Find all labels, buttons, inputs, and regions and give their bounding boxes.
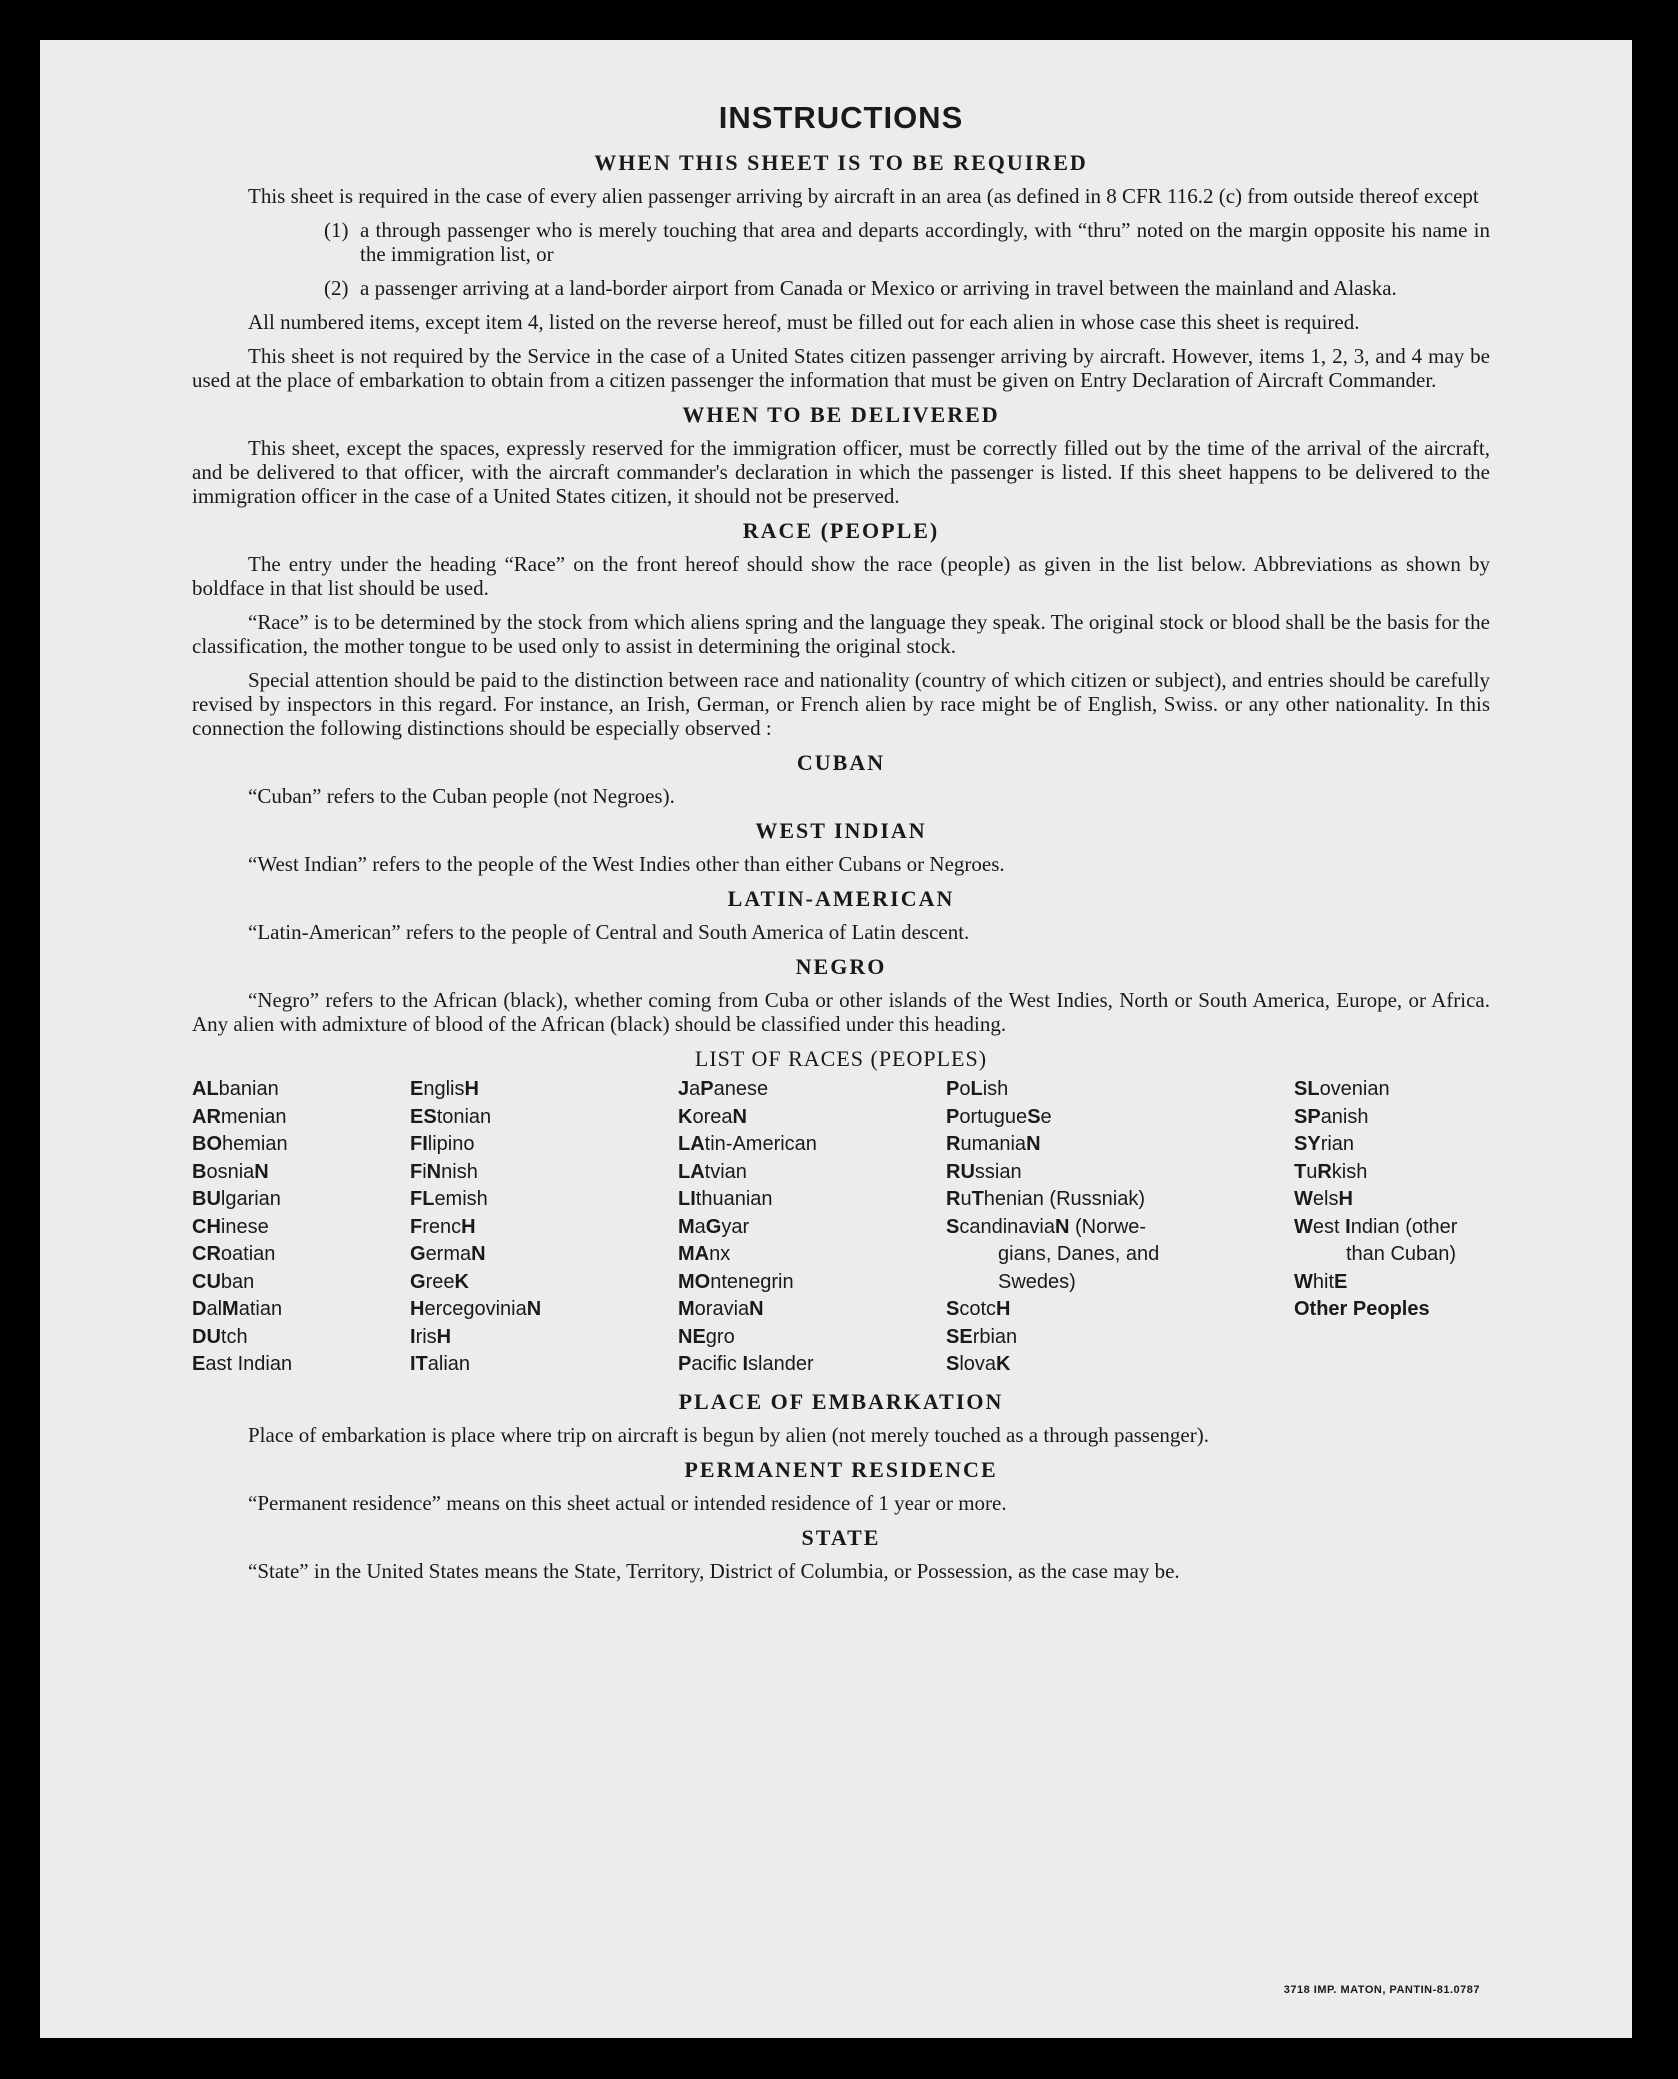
- race-entry: [946, 1186, 1294, 1214]
- race-name: [946, 1161, 1022, 1183]
- race-name-part: henian (Russniak): [983, 1188, 1145, 1210]
- race-abbreviation: M: [678, 1298, 695, 1320]
- printer-imprint: 3718 IMP. MATON, PANTIN-81.0787: [1283, 1984, 1480, 1996]
- race-abbreviation: DU: [192, 1325, 221, 1348]
- race-name-part: i: [422, 1160, 427, 1183]
- race-abbreviation: BU: [192, 1188, 221, 1210]
- race-entry: [192, 1269, 410, 1297]
- race-name-continued: Swedes): [998, 1270, 1076, 1293]
- race-name: [946, 1133, 1041, 1155]
- race-abbreviation: NE: [678, 1325, 706, 1348]
- race-entry: [192, 1214, 410, 1242]
- race-abbreviation: E: [410, 1078, 424, 1100]
- race-abbreviation: H: [996, 1298, 1011, 1320]
- race-name-part: lipino: [427, 1133, 475, 1155]
- race-entry: [410, 1186, 678, 1214]
- race-name: [1294, 1133, 1354, 1155]
- race-abbreviation: S: [946, 1215, 960, 1238]
- race-name: [192, 1271, 254, 1293]
- race-name-part: orea: [692, 1105, 733, 1128]
- race-entry: [678, 1104, 946, 1132]
- race-name: [192, 1106, 287, 1128]
- race-name: [1294, 1078, 1390, 1100]
- race-name: [192, 1243, 275, 1265]
- race-name: [678, 1106, 747, 1128]
- race-name: [678, 1161, 747, 1183]
- race-entry: [946, 1351, 1294, 1379]
- race-entry: [410, 1159, 678, 1187]
- races-list: [192, 1076, 1490, 1379]
- race-abbreviation: T: [971, 1188, 984, 1210]
- race-name: [678, 1243, 730, 1265]
- race-name: [946, 1353, 1011, 1375]
- race-name: [946, 1106, 1052, 1128]
- race-name-part: emish: [434, 1188, 488, 1210]
- race-name-part: al: [206, 1298, 223, 1320]
- race-abbreviation: W: [1294, 1270, 1313, 1293]
- race-name: [678, 1353, 814, 1375]
- race-abbreviation: I: [410, 1325, 416, 1348]
- race-name-part: ovenian: [1319, 1078, 1390, 1100]
- race-abbreviation: S: [946, 1353, 960, 1375]
- race-entry: [678, 1241, 946, 1269]
- race-abbreviation: SY: [1294, 1133, 1321, 1155]
- race-abbreviation: G: [410, 1270, 426, 1293]
- race-name-part: ree: [425, 1270, 455, 1293]
- race-abbreviation: CH: [192, 1215, 221, 1238]
- race-name: [1294, 1271, 1347, 1293]
- heading-negro: NEGRO: [795, 954, 887, 979]
- race-name: [946, 1216, 1146, 1238]
- race-name-part: kish: [1331, 1160, 1368, 1183]
- race-name-part: u: [960, 1188, 972, 1210]
- race-name-part: menian: [220, 1105, 287, 1128]
- race-name: [946, 1078, 1008, 1100]
- race-entry: [946, 1214, 1294, 1297]
- race-name-part: o: [959, 1078, 971, 1100]
- race-abbreviation: FL: [410, 1188, 435, 1210]
- race-name-part: ris: [415, 1325, 437, 1348]
- race-abbreviation: P: [678, 1353, 692, 1375]
- race-name-part: nglis: [423, 1078, 465, 1100]
- race-name-continued: than Cuban): [1346, 1243, 1457, 1265]
- exception-number-2: (2): [324, 276, 349, 300]
- race-abbreviation: H: [436, 1325, 452, 1348]
- heading-when-required: WHEN THIS SHEET IS TO BE REQUIRED: [594, 150, 1088, 175]
- race-abbreviation: I: [742, 1353, 749, 1375]
- race-entry: [946, 1131, 1294, 1159]
- race-name: [678, 1216, 749, 1238]
- heading-state: STATE: [801, 1524, 881, 1550]
- race-name-part: hemian: [222, 1133, 288, 1155]
- race-abbreviation: B: [192, 1160, 207, 1183]
- race-entry: [946, 1076, 1294, 1104]
- race-name-part: ntenegrin: [710, 1270, 794, 1293]
- race-name-part: a: [689, 1078, 701, 1100]
- race-name-part: lgarian: [220, 1188, 281, 1210]
- exception-number-1: (1): [324, 218, 349, 242]
- paragraph-permanent-residence: “Permanent residence” means on this sheet actual or intended residence of 1 year or more.: [248, 1490, 1007, 1515]
- race-name-part: anese: [713, 1078, 769, 1100]
- race-name-part: est: [1312, 1215, 1346, 1238]
- race-name-part: umania: [960, 1133, 1027, 1155]
- race-entry: [410, 1241, 678, 1269]
- race-abbreviation: N: [1054, 1215, 1070, 1238]
- races-column: [410, 1076, 678, 1379]
- race-name: [410, 1133, 474, 1155]
- race-entry: [192, 1351, 410, 1379]
- race-entry: [192, 1241, 410, 1269]
- race-name: [410, 1106, 491, 1128]
- race-entry: [1294, 1159, 1534, 1187]
- race-entry: [678, 1324, 946, 1352]
- heading-race: RACE (PEOPLE): [742, 518, 940, 543]
- race-entry: [410, 1214, 678, 1242]
- race-entry: [946, 1159, 1294, 1187]
- race-entry: [1294, 1076, 1534, 1104]
- race-name-part: erma: [425, 1243, 472, 1265]
- races-column: [946, 1076, 1294, 1379]
- race-abbreviation: BO: [192, 1133, 222, 1155]
- race-name-part: ercegovinia: [424, 1298, 527, 1320]
- race-name-part: els: [1312, 1188, 1339, 1210]
- race-abbreviation: M: [222, 1298, 239, 1320]
- race-name: [410, 1298, 541, 1320]
- heading-when-delivered: WHEN TO BE DELIVERED: [682, 402, 1000, 427]
- race-abbreviation: R: [946, 1188, 961, 1210]
- race-entry: [192, 1296, 410, 1324]
- race-name-part: nx: [709, 1243, 731, 1265]
- race-name: [410, 1353, 470, 1375]
- race-abbreviation: LA: [678, 1133, 705, 1155]
- paragraph-delivery: This sheet, except the spaces, expressly reserved for the immigration officer, must be correctly filled out by the time of the arrival of the aircraft, and be delivered to that officer, with the aircraft commander's declaration in which the passenger is listed. If this sheet happens to be delivered to the immigration officer in the case of a United States citizen, it should not be preserved.: [192, 436, 1490, 508]
- race-name-part: nish: [441, 1160, 478, 1183]
- race-name-part: acific: [691, 1353, 743, 1375]
- race-abbreviation: L: [970, 1078, 983, 1100]
- race-abbreviation: F: [410, 1215, 423, 1238]
- race-abbreviation: P: [700, 1078, 714, 1100]
- race-name: [678, 1271, 794, 1293]
- race-entry: [678, 1076, 946, 1104]
- race-entry: [678, 1186, 946, 1214]
- race-name: [192, 1078, 279, 1100]
- race-entry: [410, 1351, 678, 1379]
- race-abbreviation: F: [410, 1160, 423, 1183]
- race-name-continued: gians, Danes, and: [998, 1243, 1160, 1265]
- paragraph-race-nationality: Special attention should be paid to the distinction between race and nationality (country of which citizen or subject), and entries should be carefully revised by inspectors in this regard. For instance, an Irish, German, or French alien by race might be of English, Swiss. or any other nationality. In this connection the following distinctions should be especially observed :: [192, 668, 1490, 740]
- race-entry: [410, 1104, 678, 1132]
- race-name: [410, 1188, 488, 1210]
- race-entry: [410, 1324, 678, 1352]
- race-abbreviation: LA: [678, 1160, 705, 1183]
- race-entry: [678, 1296, 946, 1324]
- race-abbreviation: D: [192, 1298, 207, 1320]
- race-abbreviation: MO: [678, 1270, 711, 1293]
- paragraph-race-entry: The entry under the heading “Race” on the front hereof should show the race (people) as given in the list below. Abbreviations as shown by boldface in that list should be used.: [192, 552, 1490, 600]
- race-abbreviation: AL: [192, 1078, 219, 1100]
- race-entry: [192, 1076, 410, 1104]
- paragraph-cuban: “Cuban” refers to the Cuban people (not Negroes).: [248, 784, 675, 808]
- heading-list-of-races: LIST OF RACES (PEOPLES): [694, 1046, 988, 1071]
- races-column: [678, 1076, 946, 1379]
- race-name-part: alian: [427, 1353, 471, 1375]
- race-name-part: ndian (other: [1350, 1215, 1458, 1238]
- race-abbreviation: ES: [410, 1105, 437, 1128]
- race-abbreviation: S: [946, 1298, 960, 1320]
- race-entry: [946, 1104, 1294, 1132]
- race-name: [946, 1188, 1145, 1210]
- paragraph-numbered-items: All numbered items, except item 4, listed on the reverse hereof, must be filled out for each alien in whose case this sheet is required.: [248, 310, 1360, 334]
- race-abbreviation: N: [749, 1298, 764, 1320]
- race-abbreviation: SP: [1294, 1105, 1321, 1128]
- exception-item-2: [192, 276, 1490, 300]
- paragraph-latin-american: “Latin-American” refers to the people of Central and South America of Latin descent.: [248, 920, 970, 944]
- race-name: [410, 1216, 476, 1238]
- race-entry: [678, 1131, 946, 1159]
- race-name-part: ish: [982, 1078, 1009, 1100]
- race-name-part: tin-American: [704, 1133, 817, 1155]
- paragraph-embarkation: Place of embarkation is place where trip on aircraft is begun by alien (not merely touched as a through passenger).: [248, 1422, 1209, 1447]
- race-name-part: oatian: [220, 1243, 276, 1265]
- paragraph-required-intro: This sheet is required in the case of every alien passenger arriving by aircraft in an area (as defined in 8 CFR 116.2 (c) from outside thereof except: [248, 184, 1479, 208]
- exception-text-1: a through passenger who is merely touching that area and departs accordingly, with “thru” noted on the margin opposite his name in the immigration list, or: [360, 218, 1490, 266]
- race-name: [192, 1161, 269, 1183]
- race-abbreviation: I: [1345, 1215, 1351, 1238]
- exception-item-1: [192, 218, 1490, 266]
- heading-permanent-residence: PERMANENT RESIDENCE: [684, 1456, 998, 1482]
- race-abbreviation: LI: [678, 1188, 696, 1210]
- race-abbreviation: S: [1027, 1105, 1041, 1128]
- race-abbreviation: Other Peoples: [1294, 1298, 1430, 1320]
- race-name: [1294, 1188, 1353, 1210]
- heading-west-indian: WEST INDIAN: [755, 818, 927, 843]
- race-abbreviation: N: [526, 1298, 542, 1320]
- race-abbreviation: R: [1317, 1160, 1332, 1183]
- race-name-part: ban: [220, 1270, 255, 1293]
- race-name-part: anish: [1320, 1105, 1369, 1128]
- race-name-part: thuanian: [695, 1188, 773, 1210]
- paragraph-negro: “Negro” refers to the African (black), whether coming from Cuba or other islands of the West Indies, North or South America, Europe, or Africa. Any alien with admixture of blood of the African (black) should be classified under this heading.: [192, 988, 1490, 1036]
- race-abbreviation: H: [410, 1298, 425, 1320]
- race-abbreviation: K: [996, 1353, 1011, 1375]
- race-name: [410, 1243, 486, 1265]
- race-name: [410, 1271, 469, 1293]
- race-name: [678, 1326, 735, 1348]
- race-name-part: hit: [1312, 1270, 1335, 1293]
- race-entry: [1294, 1214, 1534, 1269]
- race-name-part: lova: [959, 1353, 997, 1375]
- race-entry: [1294, 1104, 1534, 1132]
- exception-text-2: a passenger arriving at a land-border airport from Canada or Mexico or arriving in travel between the mainland and Alaska.: [360, 276, 1397, 300]
- race-entry: [1294, 1296, 1534, 1324]
- race-abbreviation: W: [1294, 1215, 1313, 1238]
- race-entry: [192, 1104, 410, 1132]
- race-name-part: (Norwe-: [1069, 1215, 1147, 1238]
- race-name-part: tvian: [704, 1160, 747, 1183]
- race-name: [678, 1078, 768, 1100]
- race-name-part: candinavia: [959, 1215, 1055, 1238]
- race-entry: [1294, 1269, 1534, 1297]
- race-entry: [410, 1269, 678, 1297]
- race-name: [410, 1161, 478, 1183]
- race-abbreviation: MA: [678, 1243, 710, 1265]
- race-abbreviation: SL: [1294, 1078, 1320, 1100]
- race-name-part: oravia: [694, 1298, 750, 1320]
- race-name-part: rian: [1320, 1133, 1355, 1155]
- paragraph-race-stock: “Race” is to be determined by the stock from which aliens spring and the language they speak. The original stock or blood shall be the basis for the classification, the mother tongue to be used only to assist in determining the original stock.: [192, 610, 1490, 658]
- heading-cuban: CUBAN: [796, 750, 886, 775]
- race-abbreviation: N: [732, 1105, 747, 1128]
- race-abbreviation: AR: [192, 1105, 221, 1128]
- race-abbreviation: FI: [410, 1133, 428, 1155]
- race-name-part: cotc: [959, 1298, 997, 1320]
- paragraph-citizen-not-required: This sheet is not required by the Service in the case of a United States citizen passenger arriving by aircraft. However, items 1, 2, 3, and 4 may be used at the place of embarkation to obtain from a citizen passenger the information that must be given on Entry Declaration of Aircraft Commander.: [192, 344, 1490, 392]
- race-abbreviation: N: [1026, 1133, 1041, 1155]
- race-name: [946, 1326, 1017, 1348]
- race-name-part: yar: [721, 1215, 750, 1238]
- race-name-part: e: [1040, 1105, 1052, 1128]
- race-name: [410, 1078, 479, 1100]
- race-name-part: renc: [422, 1215, 462, 1238]
- race-entry: [678, 1159, 946, 1187]
- race-abbreviation: H: [464, 1078, 479, 1100]
- race-name-part: tonian: [436, 1105, 492, 1128]
- race-abbreviation: K: [678, 1105, 693, 1128]
- race-abbreviation: CU: [192, 1270, 221, 1293]
- race-name-part: inese: [220, 1215, 269, 1238]
- race-name-part: a: [694, 1215, 706, 1238]
- race-entry: [410, 1296, 678, 1324]
- paragraph-west-indian: “West Indian” refers to the people of the West Indies other than either Cubans or Negroes.: [248, 852, 1005, 876]
- race-name-part: osnia: [206, 1160, 255, 1183]
- race-abbreviation: H: [461, 1215, 476, 1238]
- race-name: [192, 1353, 292, 1375]
- race-abbreviation: P: [946, 1105, 960, 1128]
- races-column: [192, 1076, 410, 1379]
- race-name: [678, 1188, 773, 1210]
- race-name-part: tch: [220, 1325, 248, 1348]
- race-entry: [192, 1186, 410, 1214]
- race-name-part: ortugue: [959, 1105, 1028, 1128]
- race-abbreviation: R: [946, 1133, 961, 1155]
- race-name: [1294, 1161, 1367, 1183]
- race-name: [192, 1298, 282, 1320]
- race-abbreviation: J: [678, 1078, 690, 1100]
- race-entry: [678, 1269, 946, 1297]
- race-name-part: gro: [705, 1325, 735, 1348]
- race-abbreviation: SE: [946, 1325, 973, 1348]
- race-abbreviation: RU: [946, 1160, 975, 1183]
- race-entry: [192, 1131, 410, 1159]
- race-entry: [1294, 1131, 1534, 1159]
- race-abbreviation: N: [254, 1160, 269, 1183]
- race-abbreviation: CR: [192, 1243, 221, 1265]
- race-entry: [192, 1324, 410, 1352]
- race-abbreviation: M: [678, 1215, 695, 1238]
- race-name: [1294, 1106, 1369, 1128]
- race-name: [678, 1298, 764, 1320]
- race-name: [192, 1326, 248, 1348]
- race-name: [192, 1216, 269, 1238]
- race-name-part: ssian: [974, 1160, 1022, 1183]
- race-entry: [410, 1076, 678, 1104]
- race-entry: [410, 1131, 678, 1159]
- race-entry: [192, 1159, 410, 1187]
- paragraph-state: “State” in the United States means the State, Territory, District of Columbia, or Possession, as the case may be.: [248, 1558, 1180, 1583]
- races-column: [1294, 1076, 1534, 1379]
- race-name-part: u: [1306, 1160, 1318, 1183]
- race-abbreviation: W: [1294, 1188, 1313, 1210]
- race-abbreviation: K: [454, 1270, 469, 1293]
- race-name: [192, 1188, 281, 1210]
- race-name-part: atian: [238, 1298, 283, 1320]
- page-title: INSTRUCTIONS: [718, 100, 964, 135]
- race-entry: [678, 1214, 946, 1242]
- race-abbreviation: N: [471, 1243, 486, 1265]
- race-name: [1294, 1216, 1457, 1238]
- race-abbreviation: G: [410, 1243, 426, 1265]
- heading-latin-american: LATIN-AMERICAN: [727, 886, 955, 911]
- race-entry: [678, 1351, 946, 1379]
- race-name: [410, 1326, 451, 1348]
- race-name-part: rbian: [972, 1325, 1018, 1348]
- race-abbreviation: IT: [410, 1353, 428, 1375]
- race-abbreviation: P: [946, 1078, 960, 1100]
- race-abbreviation: E: [1334, 1270, 1348, 1293]
- race-abbreviation: N: [426, 1160, 442, 1183]
- race-name-part: banian: [218, 1078, 279, 1100]
- race-name: [946, 1298, 1010, 1320]
- race-name: [192, 1133, 288, 1155]
- race-name: [678, 1133, 817, 1155]
- race-entry: [946, 1324, 1294, 1352]
- race-name-part: slander: [748, 1353, 814, 1375]
- race-abbreviation: G: [705, 1215, 722, 1238]
- race-abbreviation: H: [1338, 1188, 1353, 1210]
- race-name: [1294, 1298, 1430, 1320]
- race-abbreviation: T: [1294, 1160, 1307, 1183]
- race-name-part: ast Indian: [205, 1353, 293, 1375]
- race-entry: [1294, 1186, 1534, 1214]
- instruction-sheet: [40, 40, 1632, 2038]
- heading-embarkation: PLACE OF EMBARKATION: [678, 1388, 1004, 1414]
- race-abbreviation: E: [192, 1353, 206, 1375]
- race-entry: [946, 1296, 1294, 1324]
